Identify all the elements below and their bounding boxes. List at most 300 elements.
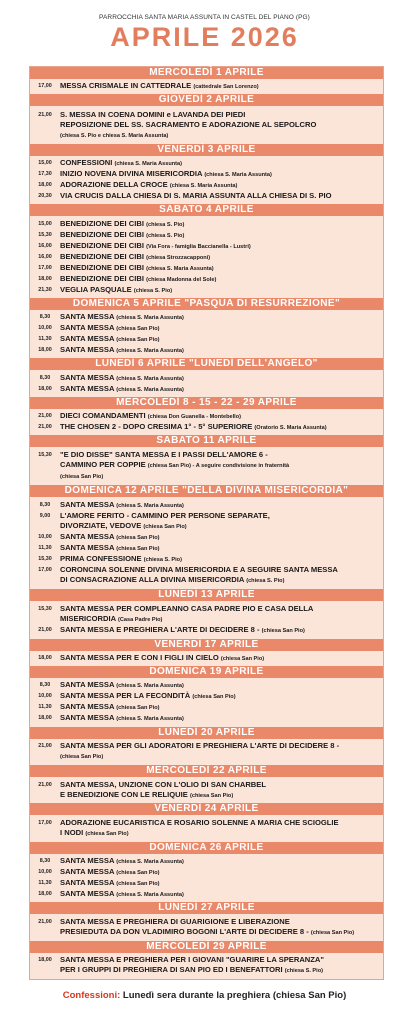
event-location: (chiesa San Pio) bbox=[116, 326, 160, 333]
event-line bbox=[60, 867, 381, 878]
event-location: (chiesa San Pio) bbox=[116, 881, 160, 888]
event-title: MESSA CRISMALE IN CATTEDRALE bbox=[60, 81, 192, 91]
event-description bbox=[60, 565, 383, 586]
event-title: SANTA MESSA bbox=[60, 500, 115, 510]
day-heading: GIOVEDÌ 2 APRILE bbox=[30, 94, 383, 106]
event-location: (chiesa Strozzacapponi) bbox=[146, 254, 211, 261]
event-description bbox=[60, 680, 383, 691]
day-events bbox=[30, 815, 383, 841]
event-location: (chiesa S. Maria Assunta) bbox=[116, 315, 184, 322]
footer-label: Confessioni: bbox=[62, 990, 121, 1001]
event-title: ADORAZIONE DELLA CROCE bbox=[60, 180, 168, 190]
event-row bbox=[30, 955, 383, 976]
event-title: PRESIEDUTA DA DON VLADIMIRO BOGONI L'ARTE DI DECIDERE 8 - bbox=[60, 926, 309, 936]
event-line bbox=[60, 521, 381, 532]
event-location: (chiesa San Pio) bbox=[116, 337, 160, 344]
event-row bbox=[30, 780, 383, 801]
event-row bbox=[30, 323, 383, 334]
event-line bbox=[60, 191, 381, 201]
event-time: 9,00 bbox=[39, 513, 51, 520]
event-description bbox=[60, 110, 383, 141]
event-time: 10,00 bbox=[38, 325, 52, 332]
event-time: 21,00 bbox=[38, 781, 52, 788]
day-events bbox=[30, 310, 383, 359]
event-description bbox=[60, 511, 383, 532]
event-title: SANTA MESSA bbox=[60, 383, 115, 393]
event-row bbox=[30, 565, 383, 586]
event-row bbox=[30, 625, 383, 636]
event-line bbox=[60, 878, 381, 889]
event-description bbox=[60, 450, 383, 482]
event-location: (chiesa S. Pio e chiesa S. Maria Assunta) bbox=[60, 132, 169, 139]
event-line bbox=[60, 818, 381, 828]
event-row bbox=[30, 274, 383, 285]
event-title: MISERICORDIA bbox=[60, 614, 116, 624]
event-description bbox=[60, 889, 383, 900]
day-heading: VENERDÌ 3 APRILE bbox=[30, 144, 383, 156]
event-location: (chiesa S. Maria Assunta) bbox=[146, 265, 214, 272]
event-line bbox=[60, 680, 381, 691]
event-row bbox=[30, 917, 383, 938]
event-row bbox=[30, 81, 383, 92]
event-location: (chiesa San Pio) bbox=[116, 535, 160, 542]
event-time: 16,00 bbox=[38, 253, 52, 260]
event-description bbox=[60, 252, 383, 263]
day-heading: LUNEDÌ 20 APRILE bbox=[30, 727, 383, 739]
event-title: SANTA MESSA bbox=[60, 713, 115, 723]
event-time: 18,00 bbox=[38, 385, 52, 392]
event-line bbox=[60, 575, 381, 586]
event-line bbox=[60, 252, 381, 263]
event-row bbox=[30, 450, 383, 482]
event-title: SANTA MESSA PER GLI ADORATORI E PREGHIERA L'ARTE DI DECIDERE 8 - bbox=[60, 741, 340, 751]
day-events bbox=[30, 651, 383, 666]
event-time: 18,00 bbox=[38, 891, 52, 898]
day-heading: MERCOLEDÌ 29 APRILE bbox=[30, 941, 383, 953]
event-line bbox=[60, 691, 381, 702]
event-line bbox=[60, 120, 381, 130]
event-description bbox=[60, 554, 383, 565]
event-location: (chiesa S. Pio) bbox=[284, 968, 324, 975]
day-events bbox=[30, 777, 383, 803]
event-location: (chiesa San Pio) bbox=[60, 754, 104, 761]
event-line bbox=[60, 345, 381, 356]
event-location: (chiesa San Pio) bbox=[220, 656, 265, 663]
event-line bbox=[60, 110, 381, 120]
event-title: SANTA MESSA bbox=[60, 856, 115, 866]
event-row bbox=[30, 856, 383, 867]
day-events bbox=[30, 914, 383, 940]
event-time: 21,30 bbox=[38, 286, 52, 293]
event-row bbox=[30, 554, 383, 565]
event-row bbox=[30, 691, 383, 702]
event-time: 17,00 bbox=[38, 567, 52, 574]
event-time: 15,00 bbox=[38, 220, 52, 227]
event-title: SANTA MESSA PER LA FECONDITÀ bbox=[60, 691, 191, 701]
event-title: S. MESSA IN COENA DOMINI e LAVANDA DEI PIEDI bbox=[60, 109, 246, 119]
page-title: APRILE 2026 bbox=[110, 22, 299, 52]
event-location: (chiesa San Pio) bbox=[85, 831, 129, 838]
event-location: (chiesa S. Maria Assunta) bbox=[204, 172, 272, 179]
event-time: 16,00 bbox=[38, 242, 52, 249]
event-title: SANTA MESSA PER COMPLEANNO CASA PADRE PIO E CASA DELLA bbox=[60, 604, 314, 614]
event-time: 21,00 bbox=[38, 111, 52, 118]
event-location: (chiesa S. Pio) bbox=[146, 221, 185, 228]
event-location: (chiesa S. Maria Assunta) bbox=[116, 386, 184, 393]
event-time: 10,00 bbox=[38, 869, 52, 876]
event-location: (chiesa Don Guanella - Montebello) bbox=[147, 414, 242, 421]
event-title: INIZIO NOVENA DIVINA MISERICORDIA bbox=[60, 169, 203, 179]
event-description bbox=[60, 653, 383, 664]
event-row bbox=[30, 384, 383, 395]
event-line bbox=[60, 158, 381, 169]
event-time: 11,30 bbox=[38, 545, 52, 552]
event-location: (Via Fora - famiglia Baccianella - Lustri) bbox=[146, 243, 251, 250]
event-row bbox=[30, 158, 383, 169]
day-heading: DOMENICA 5 APRILE "PASQUA DI RESURREZIONE" bbox=[30, 298, 383, 310]
event-title: CAMMINO PER COPPIE bbox=[60, 459, 146, 469]
event-row bbox=[30, 373, 383, 384]
event-description bbox=[60, 312, 383, 323]
event-line bbox=[60, 373, 381, 384]
day-events bbox=[30, 447, 383, 484]
event-title: DIVORZIATE, VEDOVE bbox=[60, 521, 142, 531]
event-line bbox=[60, 81, 381, 92]
event-line bbox=[60, 565, 381, 575]
event-title: SANTA MESSA bbox=[60, 867, 115, 877]
event-time: 8,30 bbox=[39, 682, 51, 689]
event-description bbox=[60, 285, 383, 296]
event-line bbox=[60, 460, 381, 471]
event-location: (chiesa San Pio) bbox=[116, 705, 160, 712]
event-row bbox=[30, 312, 383, 323]
event-title: SANTA MESSA bbox=[60, 702, 115, 712]
event-location: (Casa Padre Pio) bbox=[117, 617, 163, 624]
day-events bbox=[30, 854, 383, 903]
event-time: 11,30 bbox=[38, 336, 52, 343]
event-line bbox=[60, 274, 381, 285]
event-line bbox=[60, 604, 381, 614]
event-location: (chiesa S. Maria Assunta) bbox=[116, 348, 184, 355]
event-description bbox=[60, 230, 383, 241]
event-time: 15,30 bbox=[38, 451, 52, 458]
event-title: BENEDIZIONE DEI CIBI bbox=[60, 240, 144, 250]
day-heading: MERCOLEDÌ 1 APRILE bbox=[30, 67, 383, 79]
event-location: (chiesa San Pio) - A seguire condivisione in fraternità bbox=[147, 462, 290, 469]
event-title: BENEDIZIONE DEI CIBI bbox=[60, 273, 144, 283]
event-row bbox=[30, 653, 383, 664]
event-row bbox=[30, 818, 383, 839]
event-line bbox=[60, 169, 381, 180]
event-row bbox=[30, 741, 383, 762]
event-time: 21,00 bbox=[38, 424, 52, 431]
event-description bbox=[60, 917, 383, 938]
event-line bbox=[60, 790, 381, 801]
event-line bbox=[60, 741, 381, 751]
event-time: 17,30 bbox=[38, 171, 52, 178]
event-line bbox=[60, 543, 381, 554]
event-line bbox=[60, 219, 381, 230]
event-description bbox=[60, 500, 383, 511]
event-row bbox=[30, 702, 383, 713]
event-title: SANTA MESSA bbox=[60, 680, 115, 690]
day-heading: LUNEDÌ 13 APRILE bbox=[30, 589, 383, 601]
event-line bbox=[60, 230, 381, 241]
event-location: (chiesa S. Maria Assunta) bbox=[116, 503, 184, 510]
event-description bbox=[60, 741, 383, 762]
event-title: SANTA MESSA bbox=[60, 345, 115, 355]
event-location: (chiesa San Pio) bbox=[116, 870, 160, 877]
event-title: BENEDIZIONE DEI CIBI bbox=[60, 218, 144, 228]
event-row bbox=[30, 252, 383, 263]
event-description bbox=[60, 373, 383, 384]
event-time: 15,30 bbox=[38, 556, 52, 563]
event-description bbox=[60, 219, 383, 230]
event-location: (cattedrale San Lorenzo) bbox=[193, 84, 259, 91]
event-line bbox=[60, 130, 381, 141]
event-time: 8,30 bbox=[39, 314, 51, 321]
event-line bbox=[60, 500, 381, 511]
event-row bbox=[30, 180, 383, 191]
event-time: 11,30 bbox=[38, 880, 52, 887]
event-description bbox=[60, 241, 383, 252]
event-description bbox=[60, 384, 383, 395]
event-location: (chiesa S. Maria Assunta) bbox=[114, 161, 183, 168]
event-description bbox=[60, 878, 383, 889]
event-title: SANTA MESSA bbox=[60, 543, 115, 553]
day-heading: DOMENICA 12 APRILE "DELLA DIVINA MISERICORDIA" bbox=[30, 485, 383, 497]
event-location: (chiesa S. Maria Assunta) bbox=[169, 183, 238, 190]
day-events bbox=[30, 370, 383, 396]
event-line bbox=[60, 653, 381, 664]
event-location: (chiesa San Pio) bbox=[192, 694, 236, 701]
event-time: 18,00 bbox=[38, 275, 52, 282]
event-line bbox=[60, 625, 381, 636]
day-heading: SABATO 4 APRILE bbox=[30, 204, 383, 216]
event-location: (chiesa S. Pio) bbox=[246, 578, 285, 585]
event-row bbox=[30, 604, 383, 625]
event-title: SANTA MESSA bbox=[60, 878, 115, 888]
event-time: 18,00 bbox=[38, 957, 52, 964]
event-time: 8,30 bbox=[39, 502, 51, 509]
event-location: (Oratorio S. Maria Assunta) bbox=[254, 425, 327, 432]
event-time: 18,00 bbox=[38, 655, 52, 662]
event-location: (chiesa S. Pio) bbox=[143, 557, 182, 564]
event-location: (chiesa S. Pio) bbox=[133, 287, 173, 294]
event-title: SANTA MESSA PER E CON I FIGLI IN CIELO bbox=[60, 653, 219, 663]
event-time: 17,00 bbox=[38, 83, 52, 90]
footer-text: Lunedì sera durante la preghiera (chiesa San Pio) bbox=[122, 990, 347, 1001]
event-title: "E DIO DISSE" SANTA MESSA E I PASSI DELL'AMORE 6 - bbox=[60, 449, 268, 459]
event-title: PRIMA CONFESSIONE bbox=[60, 554, 142, 564]
event-time: 18,00 bbox=[38, 182, 52, 189]
event-line bbox=[60, 554, 381, 565]
event-location: (chiesa San Pio) bbox=[261, 628, 305, 635]
event-line bbox=[60, 828, 381, 839]
parish-name: PARROCCHIA SANTA MARIA ASSUNTA IN CASTEL DEL PIANO (PG) bbox=[99, 14, 310, 21]
event-description bbox=[60, 81, 383, 92]
event-description bbox=[60, 625, 383, 636]
day-events bbox=[30, 106, 383, 143]
event-title: CONFESSIONI bbox=[60, 158, 113, 168]
event-title: SANTA MESSA bbox=[60, 334, 115, 344]
event-time: 17,00 bbox=[38, 820, 52, 827]
event-description bbox=[60, 543, 383, 554]
event-title: BENEDIZIONE DEI CIBI bbox=[60, 229, 144, 239]
event-location: (chiesa San Pio) bbox=[60, 473, 104, 480]
event-line bbox=[60, 285, 381, 296]
event-description bbox=[60, 818, 383, 839]
event-row bbox=[30, 867, 383, 878]
event-time: 20,30 bbox=[38, 193, 52, 200]
event-row bbox=[30, 680, 383, 691]
event-title: PER I GRUPPI DI PREGHIERA DI SAN PIO ED I BENEFATTORI bbox=[60, 965, 283, 975]
event-line bbox=[60, 702, 381, 713]
event-title: SANTA MESSA, UNZIONE CON L'OLIO DI SAN CHARBEL bbox=[60, 779, 266, 789]
event-time: 8,30 bbox=[39, 858, 51, 865]
event-title: BENEDIZIONE DEI CIBI bbox=[60, 262, 144, 272]
event-location: (chiesa S. Pio) bbox=[146, 232, 185, 239]
event-title: SANTA MESSA bbox=[60, 372, 115, 382]
event-line bbox=[60, 614, 381, 625]
event-row bbox=[30, 169, 383, 180]
event-description bbox=[60, 345, 383, 356]
event-line bbox=[60, 323, 381, 334]
event-description bbox=[60, 867, 383, 878]
event-description bbox=[60, 422, 383, 433]
footer-note bbox=[0, 990, 409, 1001]
event-location: (chiesa S. Maria Assunta) bbox=[116, 683, 184, 690]
event-time: 10,00 bbox=[38, 693, 52, 700]
event-row bbox=[30, 878, 383, 889]
event-line bbox=[60, 241, 381, 252]
event-row bbox=[30, 285, 383, 296]
event-row bbox=[30, 411, 383, 422]
calendar bbox=[29, 66, 384, 980]
event-row bbox=[30, 345, 383, 356]
event-line bbox=[60, 263, 381, 274]
event-location: (chiesa S. Maria Assunta) bbox=[116, 892, 184, 899]
event-line bbox=[60, 889, 381, 900]
day-heading: SABATO 11 APRILE bbox=[30, 435, 383, 447]
event-description bbox=[60, 604, 383, 625]
event-description bbox=[60, 702, 383, 713]
event-description bbox=[60, 323, 383, 334]
event-location: (chiesa San Pio) bbox=[116, 546, 160, 553]
day-heading: MERCOLEDÌ 22 APRILE bbox=[30, 765, 383, 777]
day-events bbox=[30, 497, 383, 590]
event-time: 21,00 bbox=[38, 918, 52, 925]
event-line bbox=[60, 422, 381, 433]
event-title: DIECI COMANDAMENTI bbox=[60, 411, 146, 421]
event-title: E BENEDIZIONE CON LE RELIQUIE bbox=[60, 789, 188, 799]
event-line bbox=[60, 511, 381, 521]
event-line bbox=[60, 955, 381, 965]
event-time: 15,30 bbox=[38, 231, 52, 238]
event-row bbox=[30, 500, 383, 511]
event-line bbox=[60, 917, 381, 927]
event-description bbox=[60, 955, 383, 976]
event-location: (chiesa San Pio) bbox=[310, 929, 355, 936]
event-line bbox=[60, 180, 381, 191]
event-description bbox=[60, 713, 383, 724]
event-row bbox=[30, 889, 383, 900]
event-line bbox=[60, 532, 381, 543]
event-title: ADORAZIONE EUCARISTICA E ROSARIO SOLENNE A MARIA CHE SCIOGLIE bbox=[60, 818, 339, 828]
event-time: 21,00 bbox=[38, 627, 52, 634]
day-heading: MERCOLEDÌ 8 - 15 - 22 - 29 APRILE bbox=[30, 397, 383, 409]
event-time: 17,00 bbox=[38, 264, 52, 271]
event-row bbox=[30, 241, 383, 252]
day-events bbox=[30, 79, 383, 94]
event-time: 8,30 bbox=[39, 374, 51, 381]
event-row bbox=[30, 110, 383, 141]
event-description bbox=[60, 532, 383, 543]
event-time: 15,00 bbox=[38, 160, 52, 167]
event-description bbox=[60, 856, 383, 867]
day-heading: LUNEDÌ 27 APRILE bbox=[30, 902, 383, 914]
event-title: SANTA MESSA E PREGHIERA L'ARTE DI DECIDERE 8 - bbox=[60, 625, 260, 635]
event-row bbox=[30, 263, 383, 274]
event-description bbox=[60, 191, 383, 201]
event-title: CORONCINA SOLENNE DIVINA MISERICORDIA E A SEGUIRE SANTA MESSA bbox=[60, 565, 338, 575]
event-row bbox=[30, 230, 383, 241]
event-title: VIA CRUCIS DALLA CHIESA DI S. MARIA ASSUNTA ALLA CHIESA DI S. PIO bbox=[60, 191, 332, 201]
event-description bbox=[60, 691, 383, 702]
day-heading: VENERDÌ 17 APRILE bbox=[30, 639, 383, 651]
event-title: DI CONSACRAZIONE ALLA DIVINA MISERICORDIA bbox=[60, 575, 245, 585]
day-events bbox=[30, 953, 383, 979]
event-line bbox=[60, 856, 381, 867]
event-location: (chiesa San Pio) bbox=[189, 792, 234, 799]
day-events bbox=[30, 678, 383, 727]
event-description bbox=[60, 780, 383, 801]
day-heading: VENERDÌ 24 APRILE bbox=[30, 803, 383, 815]
event-row bbox=[30, 422, 383, 433]
day-heading: LUNEDÌ 6 APRILE "LUNEDÌ DELL'ANGELO" bbox=[30, 358, 383, 370]
event-title: I NODI bbox=[60, 828, 84, 838]
event-line bbox=[60, 384, 381, 395]
event-row bbox=[30, 713, 383, 724]
event-row bbox=[30, 334, 383, 345]
event-line bbox=[60, 780, 381, 790]
event-time: 10,00 bbox=[38, 534, 52, 541]
event-title: SANTA MESSA bbox=[60, 323, 115, 333]
event-time: 15,30 bbox=[38, 606, 52, 613]
event-time: 21,00 bbox=[38, 743, 52, 750]
event-row bbox=[30, 543, 383, 554]
day-events bbox=[30, 409, 383, 435]
event-title: SANTA MESSA bbox=[60, 312, 115, 322]
event-line bbox=[60, 927, 381, 938]
day-events bbox=[30, 216, 383, 298]
event-title: VEGLIA PASQUALE bbox=[60, 284, 132, 294]
event-row bbox=[30, 511, 383, 532]
event-line bbox=[60, 471, 381, 482]
event-title: SANTA MESSA E PREGHIERA DI GUARIGIONE E LIBERAZIONE bbox=[60, 916, 290, 926]
event-row bbox=[30, 532, 383, 543]
event-line bbox=[60, 965, 381, 976]
event-title: THE CHOSEN 2 - DOPO CRESIMA 1° - 5° SUPERIORE bbox=[60, 422, 253, 432]
event-time: 18,00 bbox=[38, 347, 52, 354]
event-title: L'AMORE FERITO - CAMMINO PER PERSONE SEPARATE, bbox=[60, 511, 270, 521]
event-row bbox=[30, 191, 383, 201]
day-events bbox=[30, 156, 383, 205]
event-description bbox=[60, 169, 383, 180]
event-line bbox=[60, 334, 381, 345]
event-title: SANTA MESSA bbox=[60, 889, 115, 899]
day-events bbox=[30, 739, 383, 765]
